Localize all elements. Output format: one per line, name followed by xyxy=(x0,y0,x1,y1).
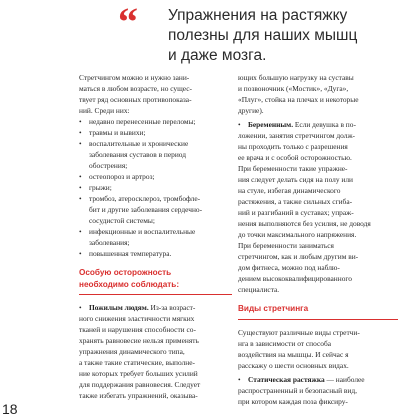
text-line: ние которых требует больших усилий xyxy=(79,369,198,378)
heading-line: необходимо соблюдать: xyxy=(79,279,180,289)
text-line: распространенный и безопасный вид, xyxy=(238,385,357,395)
text-line: сосудистой системы; xyxy=(89,216,155,225)
bullet-icon: • xyxy=(79,194,82,203)
bold-lead: Статическая растяжка xyxy=(248,374,325,384)
bullet-icon: • xyxy=(79,139,82,148)
text-line: а также такие статические, выполне- xyxy=(79,358,195,367)
text-line: грыжи; xyxy=(89,183,112,192)
text-line: расскажу о шести основных видах. xyxy=(238,360,349,370)
text-line: ния следует делать сидя на полу или xyxy=(238,175,353,184)
static-paragraph xyxy=(238,385,398,407)
text-line: ний. Среди них: xyxy=(79,106,130,115)
page-number: 18 xyxy=(2,401,18,417)
text-line: ее врача и с особой осторожностью. xyxy=(238,153,352,162)
headline xyxy=(168,6,418,66)
text-line: воздействия на мышцы. И сейчас я xyxy=(238,349,349,359)
bold-lead: Пожилым людям. xyxy=(89,303,149,312)
list-item xyxy=(79,193,232,226)
text-line: другие). xyxy=(238,106,264,115)
text-line: «Плуг», стойка на плечах и некоторые xyxy=(238,95,359,104)
list-item xyxy=(79,127,232,138)
list-item xyxy=(79,248,232,259)
text-line: нения выполняются без усилия, не доводя xyxy=(238,219,371,228)
text-line: для поддержания равновесия. Следует xyxy=(79,380,201,389)
text-line: специалиста. xyxy=(238,285,280,294)
text-line: бит и другие заболевания сердечно- xyxy=(89,205,203,214)
types-heading: Виды стретчинга xyxy=(238,304,309,313)
text-line: также избегать упражнений, оказыва- xyxy=(79,391,198,400)
bullet-icon: • xyxy=(238,120,241,129)
bullet-icon: • xyxy=(79,183,82,192)
text-line: упражнения динамического типа, xyxy=(79,347,185,356)
text-line: маться в любом возрасте, но сущес- xyxy=(79,84,193,93)
quote-mark: “ xyxy=(118,0,138,44)
text-line: и позвоночник («Мостик», «Дуга», xyxy=(238,84,349,93)
list-item xyxy=(79,226,232,248)
text-line: ложении, занятия стретчингом долж- xyxy=(238,131,356,140)
text-line: воспалительные и хронические xyxy=(89,139,189,148)
text-line: заболевания суставов в период xyxy=(89,150,187,159)
text-line: нга в зависимости от способа xyxy=(238,338,332,348)
left-column xyxy=(79,72,232,401)
text-line: дом фитнеса, можно под наблю- xyxy=(238,263,340,272)
text-line: Если девушка в по- xyxy=(293,120,356,129)
text-line: обострения; xyxy=(89,161,128,170)
text-line: хранять равновесие нельзя применять xyxy=(79,336,199,345)
text-line: недавно перенесенные переломы; xyxy=(89,117,196,126)
list-item xyxy=(79,171,232,182)
right-column xyxy=(238,72,398,407)
types-paragraph xyxy=(238,327,398,371)
text-line: При беременности такие упражне- xyxy=(238,164,348,173)
text-line: ющих большую нагрузку на суставы xyxy=(238,73,354,82)
elderly-paragraph xyxy=(79,313,232,401)
text-line: При беременности заниматься xyxy=(238,241,334,250)
text-line: — наиболее xyxy=(324,374,365,384)
text-line: стретчингом, как и любым другим ви- xyxy=(238,252,359,261)
text-line: до точки максимального напряжения. xyxy=(238,230,357,239)
intro-paragraph xyxy=(79,72,232,116)
text-line: инфекционные и воспалительные xyxy=(89,227,196,236)
text-line: тромбоз, атеросклероз, тромбофле- xyxy=(89,194,201,203)
text-line: повышенная температура. xyxy=(89,249,172,258)
text-line: заболевания; xyxy=(89,238,130,247)
bold-lead: Беременным. xyxy=(248,120,294,129)
text-line: Стретчингом можно и нужно зани- xyxy=(79,73,190,82)
list-item xyxy=(238,374,398,385)
continued-paragraph xyxy=(238,72,398,116)
list-item xyxy=(79,302,232,313)
text-line: тканей и нарушения способности со- xyxy=(79,325,196,334)
headline-line: Упражнения на растяжку xyxy=(168,7,348,24)
text-line: на стуле, избегая динамического xyxy=(238,186,341,195)
bullet-icon: • xyxy=(79,117,82,126)
bullet-icon: • xyxy=(79,172,82,181)
headline-line: и даже мозга. xyxy=(168,47,267,64)
pregnant-paragraph xyxy=(238,130,398,295)
text-line: твует ряд основных противопоказа- xyxy=(79,95,192,104)
text-line: Существуют различные виды стретчи- xyxy=(238,327,360,337)
section-divider xyxy=(238,319,398,320)
text-line: ного снижения эластичности мягких xyxy=(79,314,195,323)
list-item xyxy=(79,182,232,193)
list-item xyxy=(79,138,232,171)
section-divider xyxy=(79,294,232,295)
text-line: травмы и вывихи; xyxy=(89,128,146,137)
text-line: ны проходить только с разрешения xyxy=(238,142,348,151)
text-line: Из-за возраст- xyxy=(148,303,196,312)
bullet-icon: • xyxy=(79,128,82,137)
bullet-icon: • xyxy=(79,303,82,312)
text-line: остеопороз и артроз; xyxy=(89,172,155,181)
list-item xyxy=(238,119,398,130)
heading-line: Особую осторожность xyxy=(79,268,172,277)
bullet-icon: • xyxy=(79,249,82,258)
caution-heading xyxy=(79,267,232,290)
text-line: при котором каждая поза фиксиру- xyxy=(238,396,348,406)
text-line: растяжения, а также сильных сгиба- xyxy=(238,197,353,206)
bullet-icon: • xyxy=(238,374,241,384)
bullet-icon: • xyxy=(79,227,82,236)
text-line: ний и разгибаний в суставах; упраж- xyxy=(238,208,354,217)
headline-line: полезны для наших мышц xyxy=(168,27,358,44)
list-item xyxy=(79,116,232,127)
text-line: дением высококвалифицированного xyxy=(238,274,352,283)
